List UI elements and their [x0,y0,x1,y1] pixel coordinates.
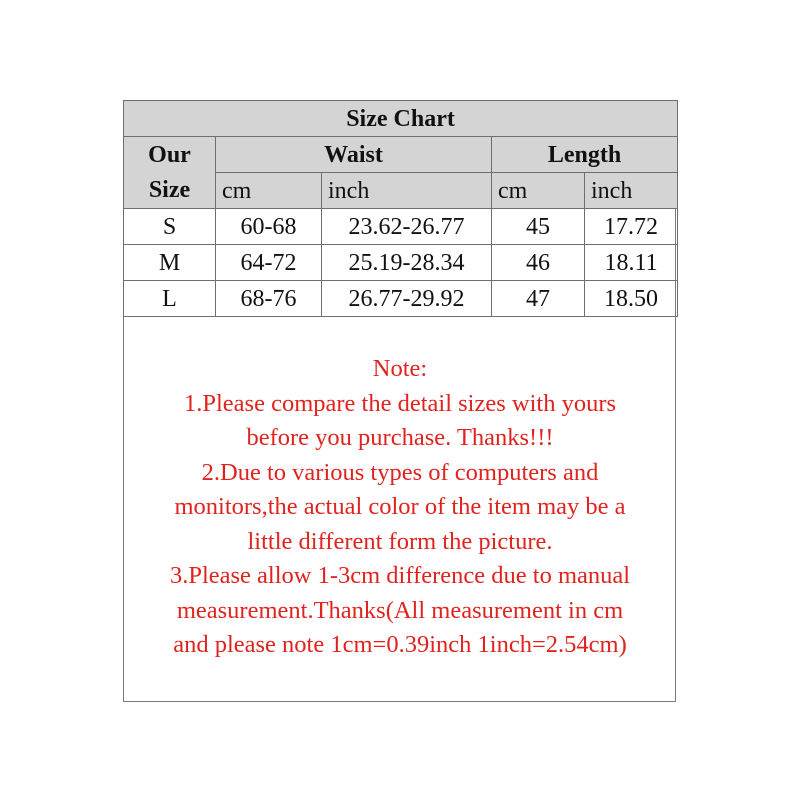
length-cm-header: cm [492,173,585,209]
size-cell: L [124,281,216,317]
our-size-header [124,137,216,209]
waist-inch-cell: 23.62-26.77 [322,209,492,245]
length-inch-cell: 18.50 [585,281,678,317]
length-cm-cell: 47 [492,281,585,317]
group-header-row [124,137,678,173]
note-line: 3.Please allow 1-3cm difference due to manual [169,562,631,589]
size-cell: M [124,245,216,281]
waist-inch-cell: 26.77-29.92 [322,281,492,317]
waist-inch-header: inch [322,173,492,209]
notes-block [124,352,676,663]
length-inch-cell: 17.72 [585,209,678,245]
note-heading: Note: [372,355,428,382]
note-line: before you purchase. Thanks!!! [246,424,554,451]
size-chart-table [123,100,678,317]
table-row [124,209,678,245]
note-line: 2.Due to various types of computers and [201,458,599,486]
size-cell: S [124,209,216,245]
table-row [124,245,678,281]
waist-inch-cell: 25.19-28.34 [322,245,492,281]
length-header: Length [492,137,678,173]
waist-cm-cell: 68-76 [216,281,322,317]
note-line: and please note 1cm=0.39inch 1inch=2.54cm) [173,631,627,658]
our-size-label-line2: Size [148,176,191,203]
waist-cm-header: cm [216,173,322,209]
length-inch-cell: 18.11 [585,245,678,281]
length-cm-cell: 45 [492,209,585,245]
note-line: little different form the picture. [247,527,553,555]
length-inch-header: inch [585,173,678,209]
note-line: 1.Please compare the detail sizes with yours [183,389,617,417]
note-line: monitors,the actual color of the item may be a [174,493,626,520]
note-line: measurement.Thanks(All measurement in cm [176,596,624,624]
length-cm-cell: 46 [492,245,585,281]
table-title-row [124,101,678,137]
waist-cm-cell: 64-72 [216,245,322,281]
table-row [124,281,678,317]
waist-header: Waist [216,137,492,173]
our-size-label-line1: Our [148,141,191,168]
table-title: Size Chart [124,101,678,137]
waist-cm-cell: 60-68 [216,209,322,245]
